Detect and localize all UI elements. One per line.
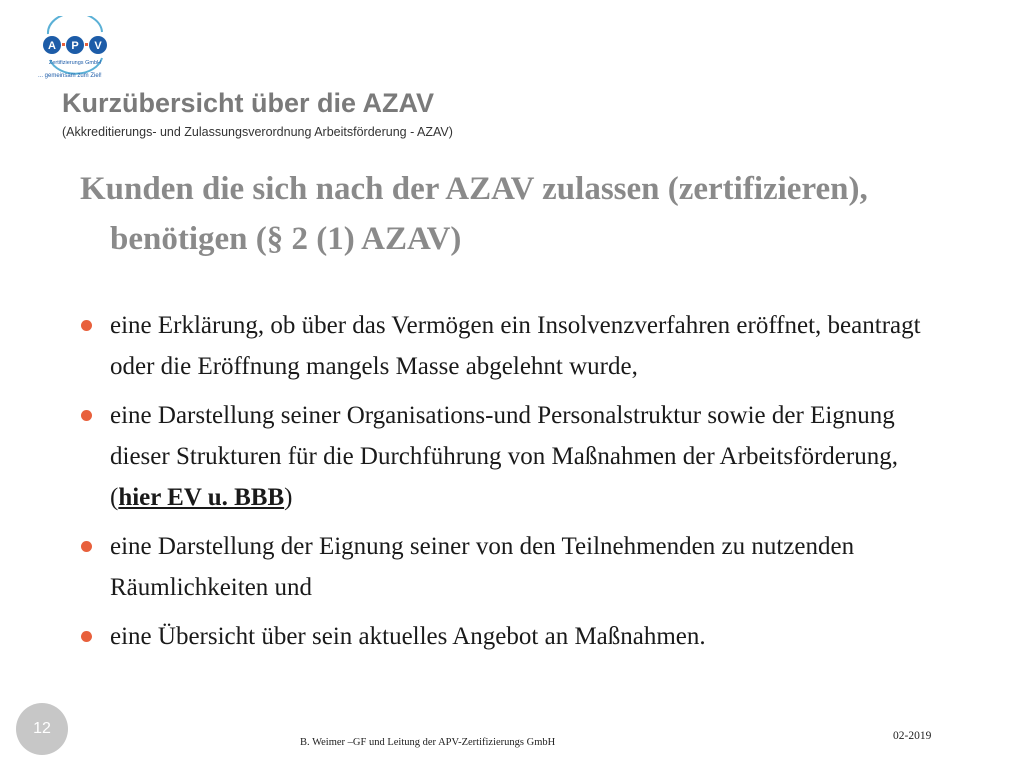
emphasis-text: hier EV u. BBB <box>118 484 285 511</box>
slide-subtitle: (Akkreditierungs- und Zulassungsverordnung Arbeitsförderung - AZAV) <box>62 125 453 139</box>
slide-title: Kurzübersicht über die AZAV <box>62 88 435 118</box>
svg-text:Zertifizierungs GmbH: Zertifizierungs GmbH <box>49 60 101 66</box>
svg-text:P: P <box>71 40 79 52</box>
list-item-text: eine Darstellung der Eignung seiner von den Teilnehmenden zu nutzenden Räumlichkeiten und <box>110 533 855 601</box>
logo-tagline: ... gemeinsam zum Ziel! <box>38 73 102 79</box>
list-item-text-end: ) <box>284 484 293 511</box>
svg-text:A: A <box>48 40 56 52</box>
list-item-text: eine Darstellung seiner Organisations-und Personalstruktur sowie der Eignung dieser Strukturen für die Durchführung von Maßnahmen der Arbeitsförderung, ( <box>110 402 898 511</box>
apv-logo-graphic <box>30 16 120 76</box>
list-item-text: eine Übersicht über sein aktuelles Angebot an Maßnahmen. <box>110 623 706 650</box>
requirements-list <box>78 305 948 665</box>
bullet-dot-icon <box>81 410 92 421</box>
svg-text:V: V <box>94 40 102 52</box>
bullet-dot-icon <box>81 541 92 552</box>
list-item <box>78 616 948 657</box>
list-item <box>78 305 948 387</box>
footer-text: B. Weimer –GF und Leitung der APV-Zertifizierungs GmbH <box>300 737 556 748</box>
page-number-badge <box>16 703 68 755</box>
bullet-dot-icon <box>81 320 92 331</box>
page-number: 12 <box>33 720 51 737</box>
section-heading: Kunden die sich nach der AZAV zulassen (zertifizieren), benötigen (§ 2 (1) AZAV) <box>80 171 868 257</box>
footer-date: 02-2019 <box>893 730 932 742</box>
list-item <box>78 526 948 608</box>
list-item-text: eine Erklärung, ob über das Vermögen ein Insolvenzverfahren eröffnet, beantragt oder die Eröffnung mangels Masse abgelehnt wurde, <box>110 312 921 380</box>
list-item <box>78 395 948 518</box>
bullet-dot-icon <box>81 631 92 642</box>
